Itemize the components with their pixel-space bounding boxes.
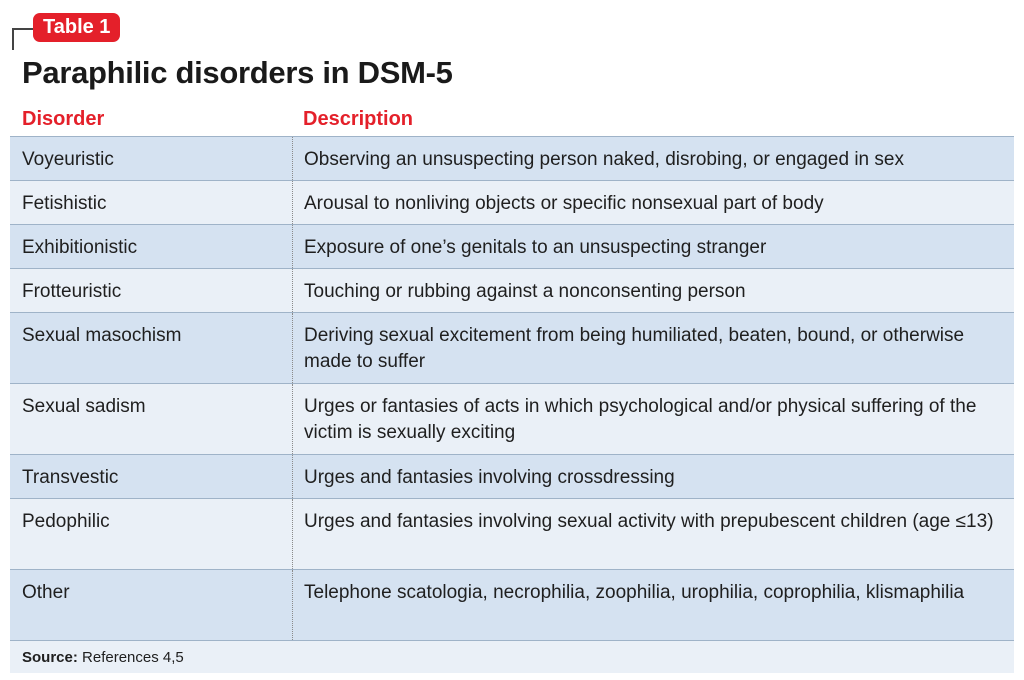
disorder-cell: Frotteuristic [10, 269, 293, 312]
disorders-table [10, 136, 1014, 673]
table-row [10, 180, 1014, 224]
source-label: Source: [22, 649, 78, 666]
table-source [10, 640, 1014, 673]
disorder-cell: Sexual masochism [10, 313, 293, 383]
disorder-cell: Transvestic [10, 455, 293, 498]
disorder-cell: Other [10, 570, 293, 640]
description-cell: Urges and fantasies involving sexual activity with prepubescent children (age ≤13) [304, 511, 994, 532]
table-header [10, 106, 1014, 136]
table-row [10, 136, 1014, 180]
source-text: References 4,5 [77, 649, 184, 666]
header-disorder: Disorder [22, 108, 105, 130]
table-badge: Table 1 [33, 13, 120, 42]
description-cell: Observing an unsuspecting person naked, disrobing, or engaged in sex [304, 149, 904, 170]
description-cell: Telephone scatologia, necrophilia, zoophilia, urophilia, coprophilia, klismaphilia [304, 582, 965, 603]
disorder-cell: Sexual sadism [10, 384, 293, 454]
disorder-cell: Pedophilic [10, 499, 293, 569]
description-cell: Touching or rubbing against a nonconsenting person [304, 281, 746, 302]
description-cell: Urges or fantasies of acts in which psychological and/or physical suffering of the victim is sexually exciting [304, 396, 977, 443]
table-row [10, 569, 1014, 640]
disorder-cell: Fetishistic [10, 181, 293, 224]
table-row [10, 224, 1014, 268]
header-description: Description [303, 108, 414, 130]
corner-bracket-vertical [12, 28, 14, 50]
table-row [10, 312, 1014, 383]
disorder-cell: Exhibitionistic [10, 225, 293, 268]
description-cell: Exposure of one’s genitals to an unsuspecting stranger [304, 237, 767, 258]
description-cell: Deriving sexual excitement from being humiliated, beaten, bound, or otherwise made to suffer [304, 325, 965, 372]
disorder-cell: Voyeuristic [10, 137, 293, 180]
description-cell: Arousal to nonliving objects or specific nonsexual part of body [304, 193, 824, 214]
table-row [10, 383, 1014, 454]
description-cell: Urges and fantasies involving crossdressing [304, 467, 675, 488]
table-title: Paraphilic disorders in DSM-5 [22, 55, 453, 90]
table-row [10, 498, 1014, 569]
table-row [10, 268, 1014, 312]
table-row [10, 454, 1014, 498]
